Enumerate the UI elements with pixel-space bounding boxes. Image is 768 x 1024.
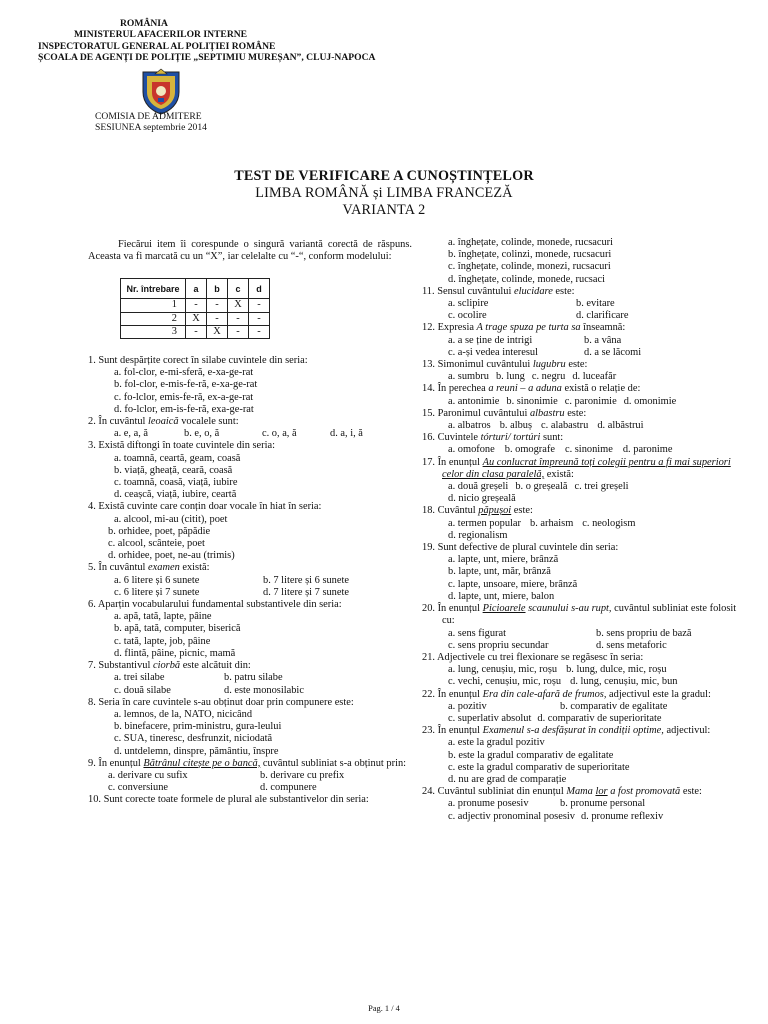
options-row <box>422 420 750 432</box>
option-c: c. sinonime <box>564 444 613 456</box>
table-row <box>121 325 270 338</box>
question-20 <box>422 603 750 652</box>
question-stem: 8. Seria în care cuvintele s-au obținut doar prin compunere este: <box>88 696 354 708</box>
option-b: b. e, o, ă <box>184 428 220 440</box>
option-a: a. antonimie <box>448 395 500 407</box>
option-b: b. lung <box>495 371 525 383</box>
option-c: c. fo-lclor, emis-fe-ră, ex-a-ge-rat <box>114 391 254 403</box>
option-c: c. vechi, cenușiu, mic, roșu <box>448 676 562 688</box>
question-7 <box>88 660 412 697</box>
stem-term: a reuni – a aduna <box>488 383 562 395</box>
question-stem: 6. Aparțin vocabularului fundamental substantivele din seria: <box>88 599 342 611</box>
row-cell: - <box>228 312 249 325</box>
option-d: d. comparativ de superioritate <box>537 712 662 724</box>
option-d: d. regionalism <box>448 529 508 541</box>
option-b: b. lung, dulce, mic, roșu <box>566 664 667 676</box>
option-b: b. evitare <box>576 298 615 310</box>
option-a: a. lapte, unt, miere, brânză <box>448 554 559 566</box>
stem-text: 18. Cuvântul <box>422 505 479 517</box>
options-grid <box>422 298 750 322</box>
model-header-c: c <box>228 279 249 299</box>
option-d: d. paronime <box>622 444 673 456</box>
stem-term: Examenul s-a desfășurat în condiții optime, <box>482 725 664 737</box>
answer-model-table <box>120 278 270 339</box>
row-cell: X <box>186 312 207 325</box>
option-c: c. paronimie <box>564 395 617 407</box>
stem-text: vocalele sunt: <box>178 416 239 428</box>
option-b: b. viață, gheață, ceară, coasă <box>114 464 233 476</box>
options-row <box>88 428 412 440</box>
option-d: d. albăstrui <box>597 420 644 432</box>
option-b: b. o greșeală <box>515 481 568 493</box>
stem-term-rest: scaunului s-au rupt, <box>525 603 612 615</box>
option-b: b. lapte, unt, măr, brânză <box>448 566 551 578</box>
option-d: d. înghețate, colinde, monede, rucsaci <box>448 273 605 285</box>
stem-text: este: <box>511 505 533 517</box>
question-22 <box>422 689 750 726</box>
question-21 <box>422 652 750 689</box>
row-number: 2 <box>121 312 186 325</box>
question-17 <box>422 457 750 506</box>
stem-text: 11. Sensul cuvântului <box>422 285 514 297</box>
stem-text: 17. În enunțul <box>422 456 483 468</box>
option-a: a. lemnos, de la, NATO, nicicând <box>114 708 253 720</box>
model-table-header <box>121 279 270 299</box>
stem-text: este: <box>565 359 588 371</box>
option-a: a. termen popular <box>448 517 521 529</box>
option-c: c. două silabe <box>114 684 171 696</box>
option-a: a. fol-clor, e-mi-sferă, e-xa-ge-rat <box>114 367 254 379</box>
option-b: b. derivare cu prefix <box>260 769 345 781</box>
institution-header <box>38 18 375 64</box>
stem-text: există: <box>544 468 574 480</box>
option-c: c. este la gradul comparativ de superioritate <box>448 761 630 773</box>
option-a: a. toamnă, ceartă, geam, coasă <box>114 452 241 464</box>
question-stem: 3. Există diftongi în toate cuvintele din seria: <box>88 440 275 452</box>
option-d: d. nu are grad de comparație <box>448 773 567 785</box>
option-c: c. alcool, scânteie, poet <box>108 538 205 550</box>
option-d: d. ceașcă, viață, iubire, ceartă <box>114 489 237 501</box>
option-c: c. SUA, tineresc, desfrunzit, niciodată <box>114 733 273 745</box>
stem-text: 20. În enunțul <box>422 603 483 615</box>
table-row <box>121 312 270 325</box>
row-cell: - <box>186 325 207 338</box>
question-stem <box>422 603 750 627</box>
stem-term: ciorbă <box>152 660 181 672</box>
stem-text: este alcătuit din: <box>180 660 251 672</box>
option-c: c. adjectiv pronominal posesiv <box>448 810 575 822</box>
row-cell: X <box>228 299 249 312</box>
stem-term: elucidare <box>513 285 553 297</box>
stem-term: examen <box>148 562 180 574</box>
question-stem: 1. Sunt despărțite corect în silabe cuvintele din seria: <box>88 355 308 367</box>
option-a: a. este la gradul pozitiv <box>448 737 545 749</box>
option-b: b. apă, tată, computer, biserică <box>114 623 241 635</box>
stem-term-underlined: lor <box>595 786 608 798</box>
row-number: 3 <box>121 325 186 338</box>
page-number: Pag. 1 / 4 <box>368 1004 400 1013</box>
option-b: b. arhaism <box>530 517 574 529</box>
option-d: d. 7 litere și 7 sunete <box>263 586 349 598</box>
option-b: b. a vâna <box>584 334 622 346</box>
test-variant: VARIANTA 2 <box>342 202 426 218</box>
stem-term: A trage spuza pe turta sa <box>476 322 581 334</box>
option-d: d. compunere <box>260 782 317 794</box>
row-cell: - <box>207 312 228 325</box>
option-c: c. o, a, ă <box>262 428 297 440</box>
option-a: a. e, a, ă <box>114 428 149 440</box>
option-b: b. albuș <box>499 420 533 432</box>
option-d: d. clarificare <box>576 310 629 322</box>
stem-text: 5. În cuvântul <box>88 562 149 574</box>
option-c: c. negru <box>531 371 566 383</box>
option-b: b. este la gradul comparativ de egalitate <box>448 749 614 761</box>
row-cell: X <box>207 325 228 338</box>
stem-text: este: <box>552 285 575 297</box>
question-9 <box>88 758 412 795</box>
question-10 <box>88 794 412 806</box>
instructions <box>88 239 412 263</box>
stem-text: 15. Paronimul cuvântului <box>422 407 530 419</box>
question-stem: 10. Sunt corecte toate formele de plural ale substantivelor din seria: <box>88 794 369 806</box>
row-cell: - <box>228 325 249 338</box>
question-12 <box>422 322 750 359</box>
option-a: a. înghețate, colinde, monede, rucsacuri <box>448 237 614 248</box>
option-b: b. omografe <box>504 444 555 456</box>
option-d: d. este monosilabic <box>224 684 304 696</box>
option-b: b. sens propriu de bază <box>596 627 692 639</box>
ministry-line: MINISTERUL AFACERILOR INTERNE <box>74 29 248 41</box>
question-23 <box>422 725 750 786</box>
stem-text: 24. Cuvântul subliniat din enunțul <box>422 786 567 798</box>
police-school-crest-icon <box>139 68 183 116</box>
stem-text: 14. În perechea <box>422 383 489 395</box>
stem-text: 22. În enunțul <box>422 688 483 700</box>
option-b: b. 7 litere și 6 sunete <box>263 574 349 586</box>
options-grid <box>422 701 750 713</box>
option-d: d. nicio greșeală <box>448 493 516 505</box>
options-grid <box>88 672 412 696</box>
model-header-a: a <box>186 279 207 299</box>
stem-text: 16. Cuvintele <box>422 432 481 444</box>
option-b: b. înghețate, colinzi, monede, rucsacuri <box>448 249 612 261</box>
stem-term: Picioarele <box>482 603 526 615</box>
question-stem <box>422 383 750 395</box>
option-c: c. ocolire <box>448 310 487 322</box>
question-stem <box>88 416 412 428</box>
option-b: b. comparativ de egalitate <box>560 700 668 712</box>
question-5 <box>88 562 412 599</box>
row-number: 1 <box>121 299 186 312</box>
options-row <box>422 676 750 688</box>
option-c: c. alabastru <box>541 420 589 432</box>
option-a: a. pozitiv <box>448 700 487 712</box>
option-a: a. sumbru <box>448 371 489 383</box>
options-grid <box>422 798 750 810</box>
test-title: TEST DE VERIFICARE A CUNOȘTINȚELOR <box>234 168 534 184</box>
option-a: a. sens figurat <box>448 627 506 639</box>
inspectorate-line: INSPECTORATUL GENERAL AL POLIȚIEI ROMÂNE <box>38 40 276 52</box>
left-column <box>88 239 412 807</box>
stem-text: este: <box>680 786 702 798</box>
option-b: b. orhidee, poet, păpădie <box>108 525 211 537</box>
option-c: c. toamnă, coasă, viață, iubire <box>114 477 238 489</box>
options-row <box>422 371 750 383</box>
stem-text: 12. Expresia <box>422 322 477 334</box>
question-10-options <box>422 237 750 286</box>
option-b: b. sinonimie <box>506 395 558 407</box>
option-c: c. 6 litere și 7 sunete <box>114 586 200 598</box>
option-a: a. apă, tată, lapte, pâine <box>114 611 212 623</box>
question-13 <box>422 359 750 383</box>
model-header-nr: Nr. întrebare <box>121 279 186 299</box>
stem-text: 23. În enunțul <box>422 725 483 737</box>
question-stem <box>422 457 750 481</box>
options-grid <box>88 575 412 599</box>
stem-term: Mama <box>566 786 596 798</box>
commission-name: COMISIA DE ADMITERE <box>95 111 202 122</box>
option-c: c. superlativ absolut <box>448 712 532 724</box>
question-6 <box>88 599 412 660</box>
option-c: c. sens propriu secundar <box>448 639 549 651</box>
question-11 <box>422 286 750 323</box>
row-cell: - <box>207 299 228 312</box>
option-a: a. două greșeli <box>448 481 509 493</box>
row-cell: - <box>249 312 270 325</box>
options-grid <box>88 770 412 794</box>
question-stem <box>88 660 412 672</box>
option-b: b. binefacere, prim-ministru, gura-leului <box>114 721 282 733</box>
option-a: a. albatros <box>448 420 491 432</box>
stem-text: există o relație de: <box>561 383 641 395</box>
option-c: c. tată, lapte, job, pâine <box>114 635 211 647</box>
option-a: a. sclipire <box>448 298 489 310</box>
option-b: b. fol-clor, e-mis-fe-ră, e-xa-ge-rat <box>114 379 258 391</box>
stem-term: lugubru <box>532 359 566 371</box>
question-14 <box>422 383 750 407</box>
question-2 <box>88 416 412 440</box>
stem-text: cuvântul subliniat este folosit cu: <box>442 603 737 627</box>
country-line: ROMÂNIA <box>120 18 168 29</box>
option-d: d. flintă, pâine, picnic, mamă <box>114 647 236 659</box>
stem-term: albastru <box>529 407 565 419</box>
option-d: d. orhidee, poet, ne-au (trimis) <box>108 550 235 562</box>
question-1 <box>88 355 412 416</box>
option-d: d. lung, cenușiu, mic, bun <box>570 676 678 688</box>
stem-term: tórturi/ tortúri <box>480 432 541 444</box>
school-line: ȘCOALA DE AGENȚI DE POLIȚIE „SEPTIMIU MUREȘAN”, CLUJ-NAPOCA <box>38 52 376 64</box>
question-24 <box>422 786 750 823</box>
question-stem <box>422 689 750 701</box>
options-row <box>422 444 750 456</box>
stem-text: 9. În enunțul <box>88 757 144 769</box>
question-19 <box>422 542 750 603</box>
question-stem <box>422 505 750 517</box>
option-a: a. lung, cenușiu, mic, roșu <box>448 664 558 676</box>
option-d: d. pronume reflexiv <box>580 810 664 822</box>
stem-text: 13. Simonimul cuvântului <box>422 359 533 371</box>
stem-text: 2. În cuvântul <box>88 416 149 428</box>
option-a: a. 6 litere și 6 sunete <box>114 574 200 586</box>
right-column <box>422 237 750 823</box>
options-row <box>422 664 750 676</box>
stem-term: a fost promovată <box>607 786 681 798</box>
stem-term: Era din cale-afară de frumos, <box>482 688 607 700</box>
option-d: d. fo-lclor, em-is-fe-ră, exa-ge-rat <box>114 403 254 415</box>
options-row <box>422 811 750 823</box>
question-stem <box>88 758 412 770</box>
option-c: c. trei greșeli <box>574 481 629 493</box>
question-18 <box>422 505 750 542</box>
question-stem: 21. Adjectivele cu trei flexionare se regăsesc în seria: <box>422 651 644 663</box>
option-a: a. pronume posesiv <box>448 798 529 810</box>
question-stem <box>422 359 750 371</box>
commission-block <box>95 111 207 134</box>
option-a: a. trei silabe <box>114 672 165 684</box>
question-15 <box>422 408 750 432</box>
option-a: a. derivare cu sufix <box>108 769 188 781</box>
stem-text: sunt: <box>540 432 564 444</box>
question-stem <box>422 725 750 737</box>
option-c: c. înghețate, colinde, monezi, rucsacuri <box>448 261 611 273</box>
question-stem <box>422 322 750 334</box>
option-d: d. sens metaforic <box>596 639 667 651</box>
option-a: a. omofone <box>448 444 495 456</box>
options-row <box>422 396 750 408</box>
test-subject: LIMBA ROMÂNĂ și LIMBA FRANCEZĂ <box>255 185 513 201</box>
option-a: a. alcool, mi-au (citit), poet <box>114 513 228 525</box>
row-cell: - <box>186 299 207 312</box>
stem-text: înseamnă: <box>580 322 626 334</box>
option-d: d. luceafăr <box>572 371 617 383</box>
option-a: a. a se ține de intrigi <box>448 334 533 346</box>
session-line: SESIUNEA septembrie 2014 <box>95 122 207 134</box>
question-stem: 4. Există cuvinte care conțin doar vocale în hiat în seria: <box>88 501 322 513</box>
question-16 <box>422 432 750 456</box>
question-stem <box>422 408 750 420</box>
row-cell: - <box>249 299 270 312</box>
question-stem <box>422 432 750 444</box>
options-grid <box>422 335 750 359</box>
options-row <box>422 713 750 725</box>
question-stem <box>88 562 412 574</box>
question-4 <box>88 501 412 562</box>
stem-term: Au conlucrat împreună toți colegii pentru a fi mai superiori celor din clasa paralelă, <box>442 456 731 480</box>
stem-text: cuvântul subliniat s-a obținut prin: <box>260 757 407 769</box>
stem-text: adjectivul: <box>663 725 711 737</box>
options-row <box>422 518 750 530</box>
option-d: d. a, i, ă <box>330 428 363 440</box>
question-8 <box>88 697 412 758</box>
stem-term: leoaică <box>148 416 179 428</box>
question-stem <box>422 286 750 298</box>
stem-term: păpușoi <box>478 505 512 517</box>
question-stem <box>422 786 750 798</box>
option-c: c. lapte, unsoare, miere, brânză <box>448 578 578 590</box>
stem-text: există: <box>179 562 210 574</box>
option-c: c. neologism <box>582 517 636 529</box>
stem-term: Bătrânul citește pe o bancă, <box>143 757 261 769</box>
option-c: c. a-și vedea interesul <box>448 346 539 358</box>
stem-text: 7. Substantivul <box>88 660 153 672</box>
option-b: b. pronume personal <box>560 798 646 810</box>
options-grid <box>422 628 750 652</box>
row-cell: - <box>249 325 270 338</box>
option-b: b. patru silabe <box>224 672 283 684</box>
options-row <box>422 481 750 493</box>
stem-text: adjectivul este la gradul: <box>606 688 711 700</box>
model-header-d: d <box>249 279 270 299</box>
option-d: d. a se lăcomi <box>584 346 642 358</box>
option-d: d. untdelemn, dinspre, pământiu, înspre <box>114 745 279 757</box>
option-d: d. lapte, unt, miere, balon <box>448 590 555 602</box>
question-stem: 19. Sunt defective de plural cuvintele din seria: <box>422 542 619 554</box>
option-d: d. omonimie <box>623 395 677 407</box>
instructions-text: Fiecărui item îi corespunde o singură variantă corectă de răspuns. Aceasta va fi marcată cu un “X”, iar celelalte cu “-“, conform modelului: <box>88 239 412 263</box>
model-header-b: b <box>207 279 228 299</box>
stem-text: este: <box>564 407 587 419</box>
question-3 <box>88 440 412 501</box>
table-row <box>121 299 270 312</box>
option-c: c. conversiune <box>108 782 169 794</box>
